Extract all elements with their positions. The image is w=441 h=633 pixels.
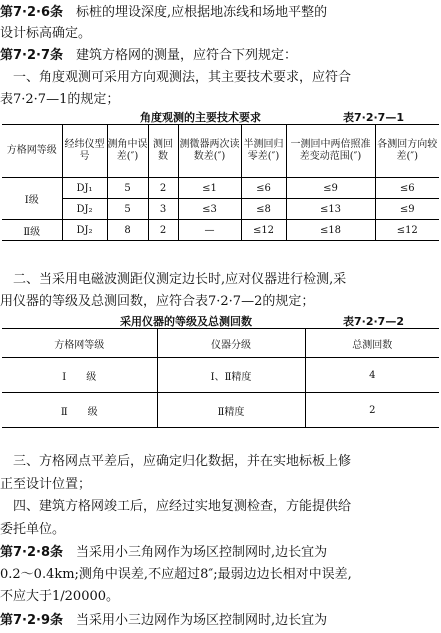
table-cell: ≤9	[375, 199, 439, 220]
article-7-2-9-line-1: 第7·2·9条 当采用小三边网作为场区控制网时,边长宜为	[0, 613, 328, 628]
article-7-2-8-line-2: 0.2～0.4km;测角中误差,不应超过8″;最弱边边长相对中误差,	[0, 567, 352, 582]
table-row	[2, 178, 439, 199]
table-cell: DJ₂	[62, 220, 107, 241]
table-cell: ≤8	[241, 199, 286, 220]
table1-header: 各测回方向较差(″)	[375, 125, 439, 178]
table2-header: 总测回数	[305, 329, 439, 358]
table-instrument-grade	[2, 328, 439, 428]
table-cell: 2	[148, 178, 178, 199]
table2-header-row	[2, 329, 439, 358]
table-cell: Ⅰ、Ⅱ精度	[157, 358, 305, 393]
item-1-line-2: 表7·2·7—1的规定；	[0, 92, 120, 107]
article-7-2-6-line-1: 第7·2·6条 标桩的埋设深度,应根据地冻线和场地平整的	[0, 5, 328, 20]
item-4-line-1: 四、建筑方格网竣工后，应经过实地复测检查，方能提供给	[0, 499, 352, 514]
table1-caption: 角度观测的主要技术要求	[140, 111, 261, 124]
table2-caption: 采用仪器的等级及总测回数	[120, 315, 252, 328]
table2-number: 表7·2·7—2	[343, 315, 404, 328]
table-cell: ≤18	[286, 220, 375, 241]
table-cell: 2	[148, 220, 178, 241]
table1-header: 方格网等级	[2, 125, 62, 178]
item-2-line-1: 二、当采用电磁波测距仪测定边长时,应对仪器进行检测,采	[0, 272, 347, 287]
table-cell: ≤3	[178, 199, 241, 220]
table1-header-row	[2, 125, 439, 178]
table-row	[2, 220, 439, 241]
table-cell: 2	[305, 393, 439, 428]
table-cell: ≤6	[241, 178, 286, 199]
table-cell: 3	[148, 199, 178, 220]
table-cell: ≤12	[375, 220, 439, 241]
table1-header: 经纬仪型号	[62, 125, 107, 178]
table-cell: Ⅱ 级	[2, 393, 157, 428]
table-cell: —	[178, 220, 241, 241]
table1-grade: Ⅱ级	[2, 220, 62, 241]
table1-grade: Ⅰ级	[2, 178, 62, 220]
table1-header: 测回数	[148, 125, 178, 178]
table1-header: 一测回中两倍照准差变动范围(″)	[286, 125, 375, 178]
item-3-line-1: 三、方格网点平差后，应确定归化数据，并在实地标板上修	[0, 454, 352, 469]
table-cell: 4	[305, 358, 439, 393]
table-cell: DJ₂	[62, 199, 107, 220]
table-cell: ≤6	[375, 178, 439, 199]
item-1-line-1: 一、角度观测可采用方向观测法，其主要技术要求，应符合	[0, 70, 352, 85]
table1-header: 测角中误差(″)	[107, 125, 148, 178]
table-angle-observation	[2, 124, 439, 241]
table-cell: 5	[107, 178, 148, 199]
article-7-2-8-line-3: 不应大于1/20000。	[0, 589, 120, 604]
table-cell: Ⅱ精度	[157, 393, 305, 428]
table-cell: ≤12	[241, 220, 286, 241]
table-row	[2, 358, 439, 393]
table2-header: 方格网等级	[2, 329, 157, 358]
table-cell: ≤9	[286, 178, 375, 199]
article-7-2-6-line-2: 设计标高确定。	[0, 26, 92, 41]
table2-header: 仪器分级	[157, 329, 305, 358]
table-cell: Ⅰ 级	[2, 358, 157, 393]
table-cell: DJ₁	[62, 178, 107, 199]
article-7-2-7-line: 第7·2·7条 建筑方格网的测量，应符合下列规定：	[0, 48, 298, 63]
table-row	[2, 393, 439, 428]
table-cell: ≤1	[178, 178, 241, 199]
item-2-line-2: 用仪器的等级及总测回数，应符合表7·2·7—2的规定；	[0, 294, 315, 309]
table1-number: 表7·2·7—1	[343, 111, 404, 124]
table-row	[2, 199, 439, 220]
table1-header: 测微器两次读数差(″)	[178, 125, 241, 178]
table-cell: 5	[107, 199, 148, 220]
item-3-line-2: 正至设计位置；	[0, 477, 92, 492]
table1-header: 半测回归零差(″)	[241, 125, 286, 178]
table-cell: 8	[107, 220, 148, 241]
article-7-2-8-line-1: 第7·2·8条 当采用小三角网作为场区控制网时,边长宜为	[0, 545, 328, 560]
item-4-line-2: 委托单位。	[0, 522, 66, 537]
table-cell: ≤13	[286, 199, 375, 220]
